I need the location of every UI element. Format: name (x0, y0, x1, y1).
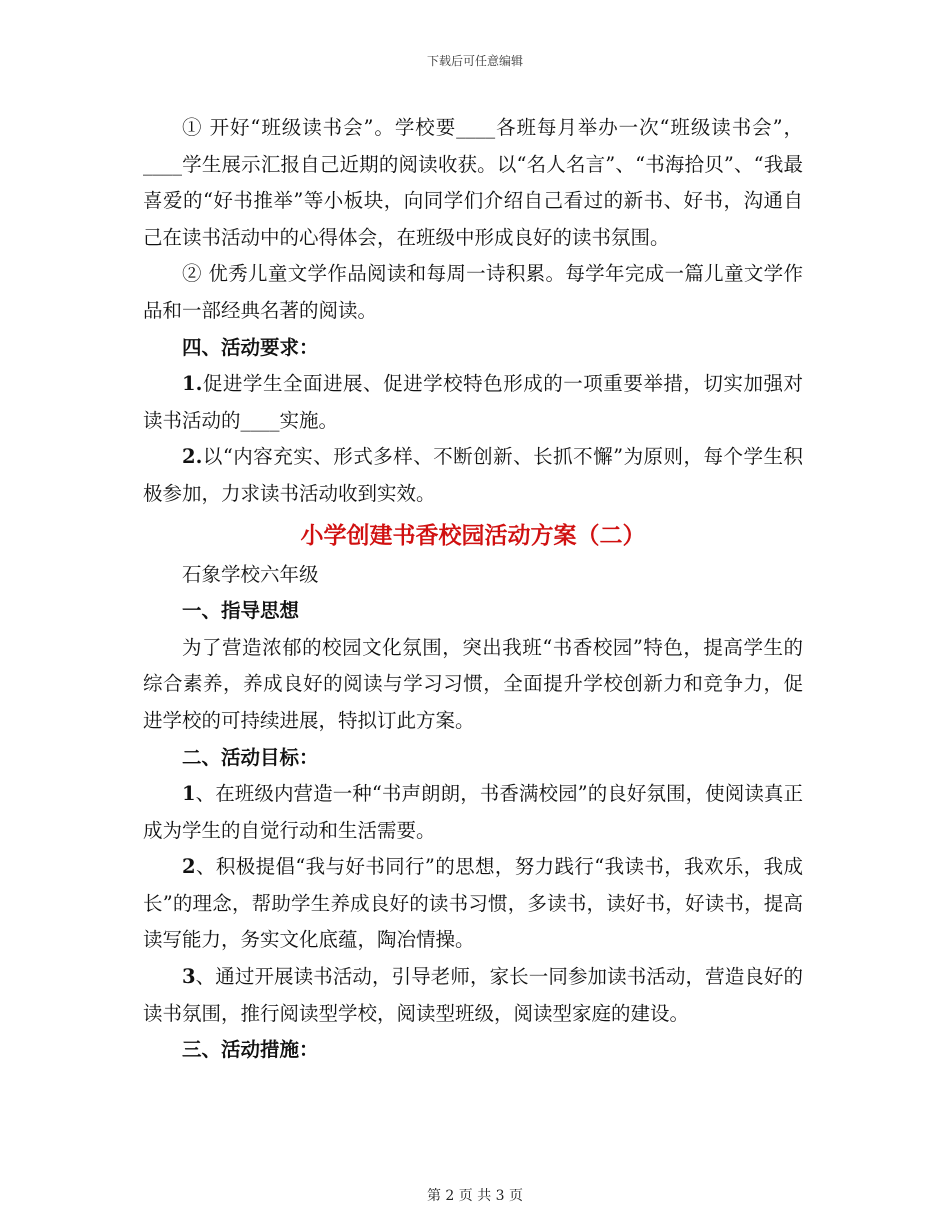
section-4-item-1 (143, 366, 803, 439)
page-header: 下载后可任意编辑 (426, 54, 523, 68)
section-2-heading: 二、活动目标： (182, 745, 319, 769)
section-4-heading: 四、活动要求： (182, 335, 319, 359)
paragraph-literature-reading: ② 优秀儿童文学作品阅读和每周一诗积累。每学年完成一篇儿童文学作品和一部经典名著的阅读。 (143, 262, 803, 322)
page-footer: 第 2 页 共 3 页 (426, 1188, 524, 1204)
item-number: 3 (182, 965, 196, 989)
section-2-item-2 (143, 849, 803, 959)
section-1-heading: 一、指导思想 (182, 599, 300, 623)
section-3-heading: 三、活动措施： (182, 1038, 319, 1062)
document-body (143, 110, 803, 1069)
document-title: 小学创建书香校园活动方案（二） (300, 521, 646, 549)
item-text: 、通过开展读书活动，引导老师，家长一同参加读书活动，营造良好的读书氛围，推行阅读型学校，阅读型班级，阅读型家庭的建设。 (143, 965, 803, 1025)
section-2-item-3 (143, 959, 803, 1032)
section-4-item-2 (143, 439, 803, 512)
section-1-text: 为了营造浓郁的校园文化氛围，突出我班“书香校园”特色，提高学生的综合素养，养成良好的阅读与学习习惯，全面提升学校创新力和竞争力，促进学校的可持续进展，特拟订此方案。 (143, 635, 803, 732)
item-text: 促进学生全面进展、促进学校特色形成的一项重要举措，切实加强对读书活动的____实施。 (143, 372, 803, 432)
item-text: 、积极提倡“我与好书同行”的思想，努力践行“我读书，我欢乐，我成长”的理念，帮助学生养成良好的读书习惯，多读书，读好书，好读书，提高读写能力，务实文化底蕴，陶冶情操。 (143, 855, 803, 952)
item-number: 2. (182, 445, 203, 469)
school-name: 石象学校六年级 (182, 562, 319, 586)
item-text: 、在班级内营造一种“书声朗朗，书香满校园”的良好氛围，使阅读真正成为学生的自觉行动和生活需要。 (143, 782, 803, 842)
item-text: 以“内容充实、形式多样、不断创新、长抓不懈”为原则，每个学生积极参加，力求读书活动收到实效。 (143, 445, 803, 505)
item-number: 1. (182, 372, 203, 396)
paragraph-class-reading-meeting: ① 开好“班级读书会”。学校要____各班每月举办一次“班级读书会”，____学生展示汇报自己近期的阅读收获。以“名人名言”、“书海拾贝”、“我最喜爱的“好书推举”等小板块，向同学们介绍自己看过的新书、好书，沟通自己在读书活动中的心得体会，在班级中形成良好的读书氛围。 (143, 116, 803, 249)
item-number: 1 (182, 782, 196, 806)
section-2-item-1 (143, 776, 803, 849)
item-number: 2 (182, 855, 196, 879)
